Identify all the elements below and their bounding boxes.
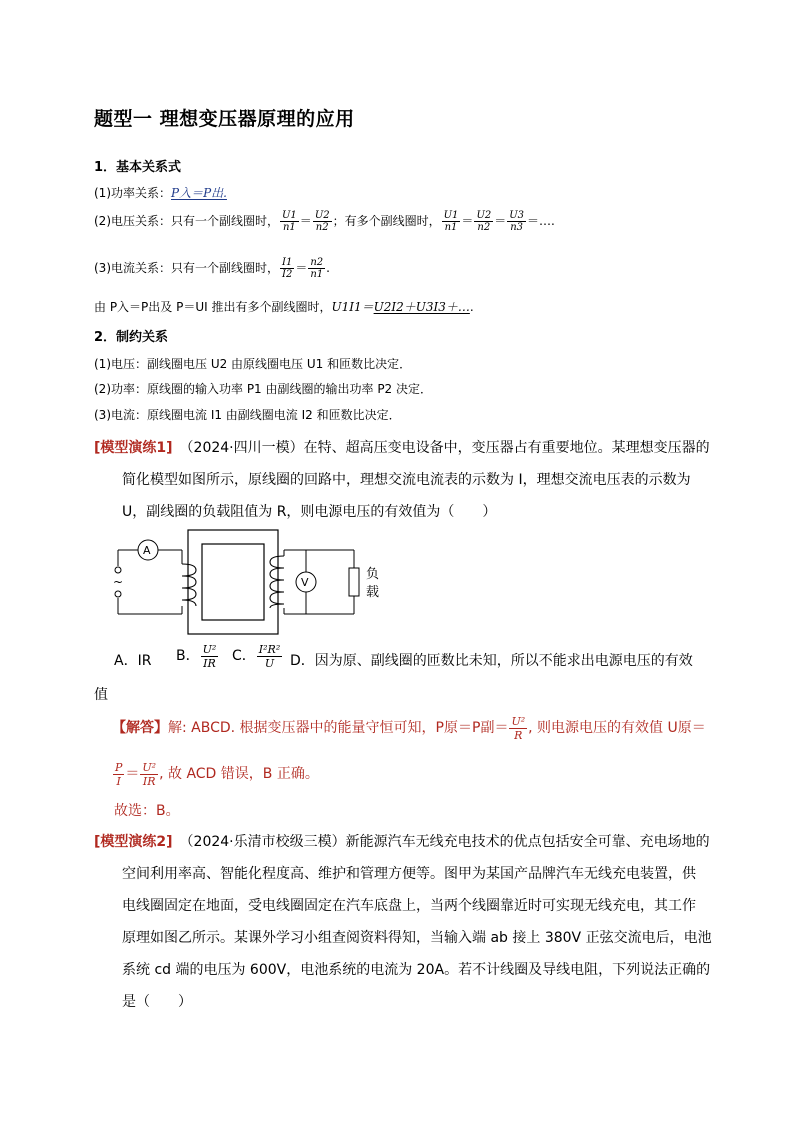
secondary-coil	[270, 556, 284, 608]
load-label-2: 载	[366, 585, 380, 600]
voltage-relation: (2)电压关系：只有一个副线圈时， $\frac{U1}{n1}$ ＝ $\frac{U2}{n2}$ ；有多个副线圈时， $\frac{U1}{n1}$ ＝ $\frac{U2}{n2}$ ＝ $\frac{U3}{n3}$ ＝….	[94, 210, 555, 233]
fraction-u3-n3: $\frac{U3}{n3}$	[509, 210, 525, 233]
choice-b[interactable]: B． $\frac{\text{U²}}{IR}$	[176, 642, 217, 670]
current-prefix: (3)电流关系：只有一个副线圈时，	[94, 261, 279, 275]
constraint-current: (3)电流：原线圈电流 I1 由副线圈电流 I2 和匝数比决定．	[94, 408, 401, 422]
power-relation	[94, 184, 227, 201]
problem1-line1: [模型演练1] （2024·四川一模）在特、超高压变电设备中，变压器占有重要地位。某理想变压器的	[94, 440, 710, 456]
source-terminal-top	[115, 567, 121, 573]
choice-c[interactable]: C． $\frac{\text{I²R²}}{U}$	[232, 642, 281, 670]
problem2-line2: 空间利用率高、智能化程度高、维护和管理方便等。图甲为某国产品牌汽车无线充电装置，供	[122, 866, 696, 882]
choice-c-fraction: $\frac{\text{I²R²}}{U}$	[258, 642, 281, 670]
problem2-tag: [模型演练2]	[94, 834, 173, 850]
current-relation: (3)电流关系：只有一个副线圈时， $\frac{I1}{I2}$ ＝ $\frac{n2}{n1}$ .	[94, 257, 330, 280]
answer-tag: 【解答】	[112, 720, 168, 736]
constraint-power: (2)功率：原线圈的输入功率 P1 由副线圈的输出功率 P2 决定．	[94, 382, 433, 396]
fraction-u2-n2-multi: $\frac{U2}{n2}$	[476, 210, 492, 233]
answer-fraction-u2-ir: $\frac{\text{U²}}{IR}$	[142, 760, 157, 788]
answer-fraction-p-i: $\frac{P}{I}$	[115, 760, 123, 788]
derive-prefix: 由 P入＝P出及 P＝UI 推出有多个副线圈时，	[94, 300, 332, 314]
problem1-source: （2024·四川一模）	[186, 440, 304, 456]
voltmeter-label: V	[301, 576, 309, 589]
power-formula: P入＝P出.	[171, 186, 227, 200]
answer-final: 故选：B。	[114, 803, 180, 819]
problem2-line5: 系统 cd 端的电压为 600V，电池系统的电流为 20A。若不计线圈及导线电阻，下列说法正确的	[122, 962, 711, 978]
choice-d-continued: 值	[94, 687, 108, 703]
fraction-u1-n1-multi: $\frac{U1}{n1}$	[443, 210, 459, 233]
choice-a[interactable]: A．IR	[114, 653, 152, 669]
choice-d[interactable]: D．因为原、副线圈的匝数比未知，所以不能求出电源电压的有效	[290, 653, 693, 669]
source-terminal-bottom	[115, 591, 121, 597]
transformer-circuit-diagram	[110, 526, 390, 636]
problem1-tag: [模型演练1]	[94, 440, 173, 456]
problem2-source: （2024·乐清市校级三模）	[186, 834, 346, 850]
derive-formula-lhs: U1I1＝	[331, 300, 374, 314]
ac-source-symbol: ~	[113, 575, 124, 589]
load-label-1: 负	[366, 567, 380, 582]
voltage-prefix: (2)电压关系：只有一个副线圈时，	[94, 214, 279, 228]
problem2-line3: 电线圈固定在地面，受电线圈固定在汽车底盘上，当两个线圈靠近时可实现无线充电，其工作	[122, 898, 696, 914]
fraction-u2-n2: $\frac{U2}{n2}$	[314, 210, 330, 233]
page-title: 题型一 理想变压器原理的应用	[94, 108, 355, 130]
constraint-voltage: (1)电压：副线圈电压 U2 由原线圈电压 U1 和匝数比决定．	[94, 357, 412, 371]
section2-title: 2．制约关系	[94, 330, 169, 345]
derive-tail: .	[469, 300, 474, 314]
derivation-line	[94, 298, 474, 315]
voltage-tail: ＝….	[527, 214, 555, 228]
problem2-line1: [模型演练2] （2024·乐清市校级三模）新能源汽车无线充电技术的优点包括安全可靠、充电场地的	[94, 834, 710, 850]
answer-line1: 【解答】解: ABCD. 根据变压器中的能量守恒可知，P原＝P副＝ $\frac{\text{U²}}{R}$ , 则电源电压的有效值 U原＝	[112, 714, 706, 742]
choice-b-fraction: $\frac{\text{U²}}{IR}$	[202, 642, 217, 670]
problem2-line4: 原理如图乙所示。某课外学习小组查阅资料得知，当输入端 ab 接上 380V 正弦交流电后，电池	[122, 930, 712, 946]
section1-title: 1．基本关系式	[94, 160, 182, 175]
problem2-line6: 是（ ）	[122, 994, 192, 1010]
derive-formula-rhs: U2I2＋U3I3＋…	[373, 300, 470, 314]
fraction-n2-n1: $\frac{n2}{n1}$	[310, 257, 324, 280]
answer-fraction-u2-r: $\frac{\text{U²}}{R}$	[511, 714, 526, 742]
fraction-u1-n1: $\frac{U1}{n1}$	[282, 210, 297, 233]
primary-coil	[182, 564, 196, 606]
ammeter-label: A	[143, 544, 151, 557]
voltage-mid: ；有多个副线圈时，	[332, 214, 441, 228]
problem1-line3: U，副线圈的负载阻值为 R，则电源电压的有效值为（ ）	[122, 504, 497, 520]
answer-line2: $\frac{P}{I}$ ＝ $\frac{\text{U²}}{IR}$ , 故 ACD 错误，B 正确。	[115, 760, 319, 788]
power-prefix: (1)功率关系：	[94, 186, 171, 200]
problem1-line2: 简化模型如图所示，原线圈的回路中，理想交流电流表的示数为 I，理想交流电压表的示数为	[122, 472, 691, 488]
fraction-i1-i2: $\frac{I1}{I2}$	[282, 257, 293, 280]
transformer-core-inner	[202, 544, 264, 620]
load-resistor	[349, 568, 359, 596]
